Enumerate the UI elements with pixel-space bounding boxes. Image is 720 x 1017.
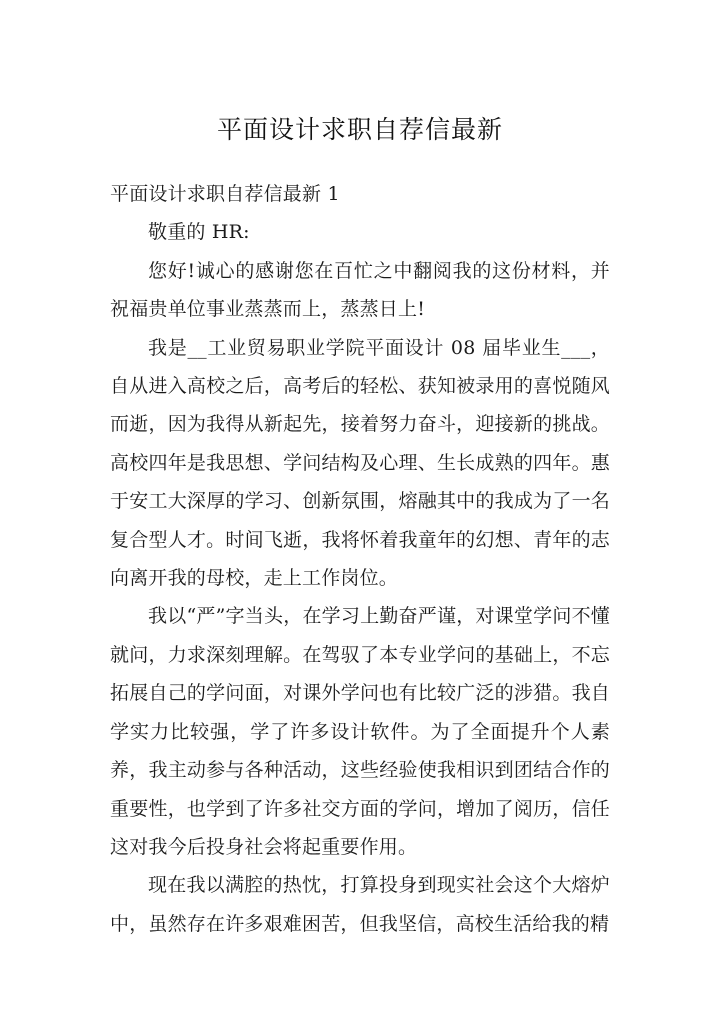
paragraph: 我以“严”字当头，在学习上勤奋严谨，对课堂学问不懂就问，力求深刻理解。在驾驭了本专业学问的基础上，不忘拓展自己的学问面，对课外学问也有比较广泛的涉猎。我自学实力比较强，学了许多设计软件。为了全面提升个人素养，我主动参与各种活动，这些经验使我相识到团结合作的重要性，也学到了许多社交方面的学问，增加了阅历，信任这对我今后投身社会将起重要作用。 [110,605,610,858]
paragraph: 我是__工业贸易职业学院平面设计 08 届毕业生___，自从进入高校之后，高考后的轻松、获知被录用的喜悦随风而逝，因为我得从新起先，接着努力奋斗，迎接新的挑战。高校四年是我思想、学问结构及心理、生长成熟的四年。惠于安工大深厚的学习、创新氛围，熔融其中的我成为了一名复合型人才。时间飞逝，我将怀着我童年的幻想、青年的志向离开我的母校，走上工作岗位。 [110,336,610,590]
paragraph: 您好!诚心的感谢您在百忙之中翻阅我的这份材料，并祝福贵单位事业蒸蒸而上，蒸蒸日上! [110,259,610,321]
document-body [110,175,610,943]
document-title: 平面设计求职自荐信最新 [216,115,503,144]
salutation: 敬重的 HR: [148,221,250,244]
section-heading: 平面设计求职自荐信最新 1 [110,183,340,205]
paragraph: 现在我以满腔的热忱，打算投身到现实社会这个大熔炉中，虽然存在许多艰难困苦，但我坚信，高校生活给我的精 [110,874,610,935]
